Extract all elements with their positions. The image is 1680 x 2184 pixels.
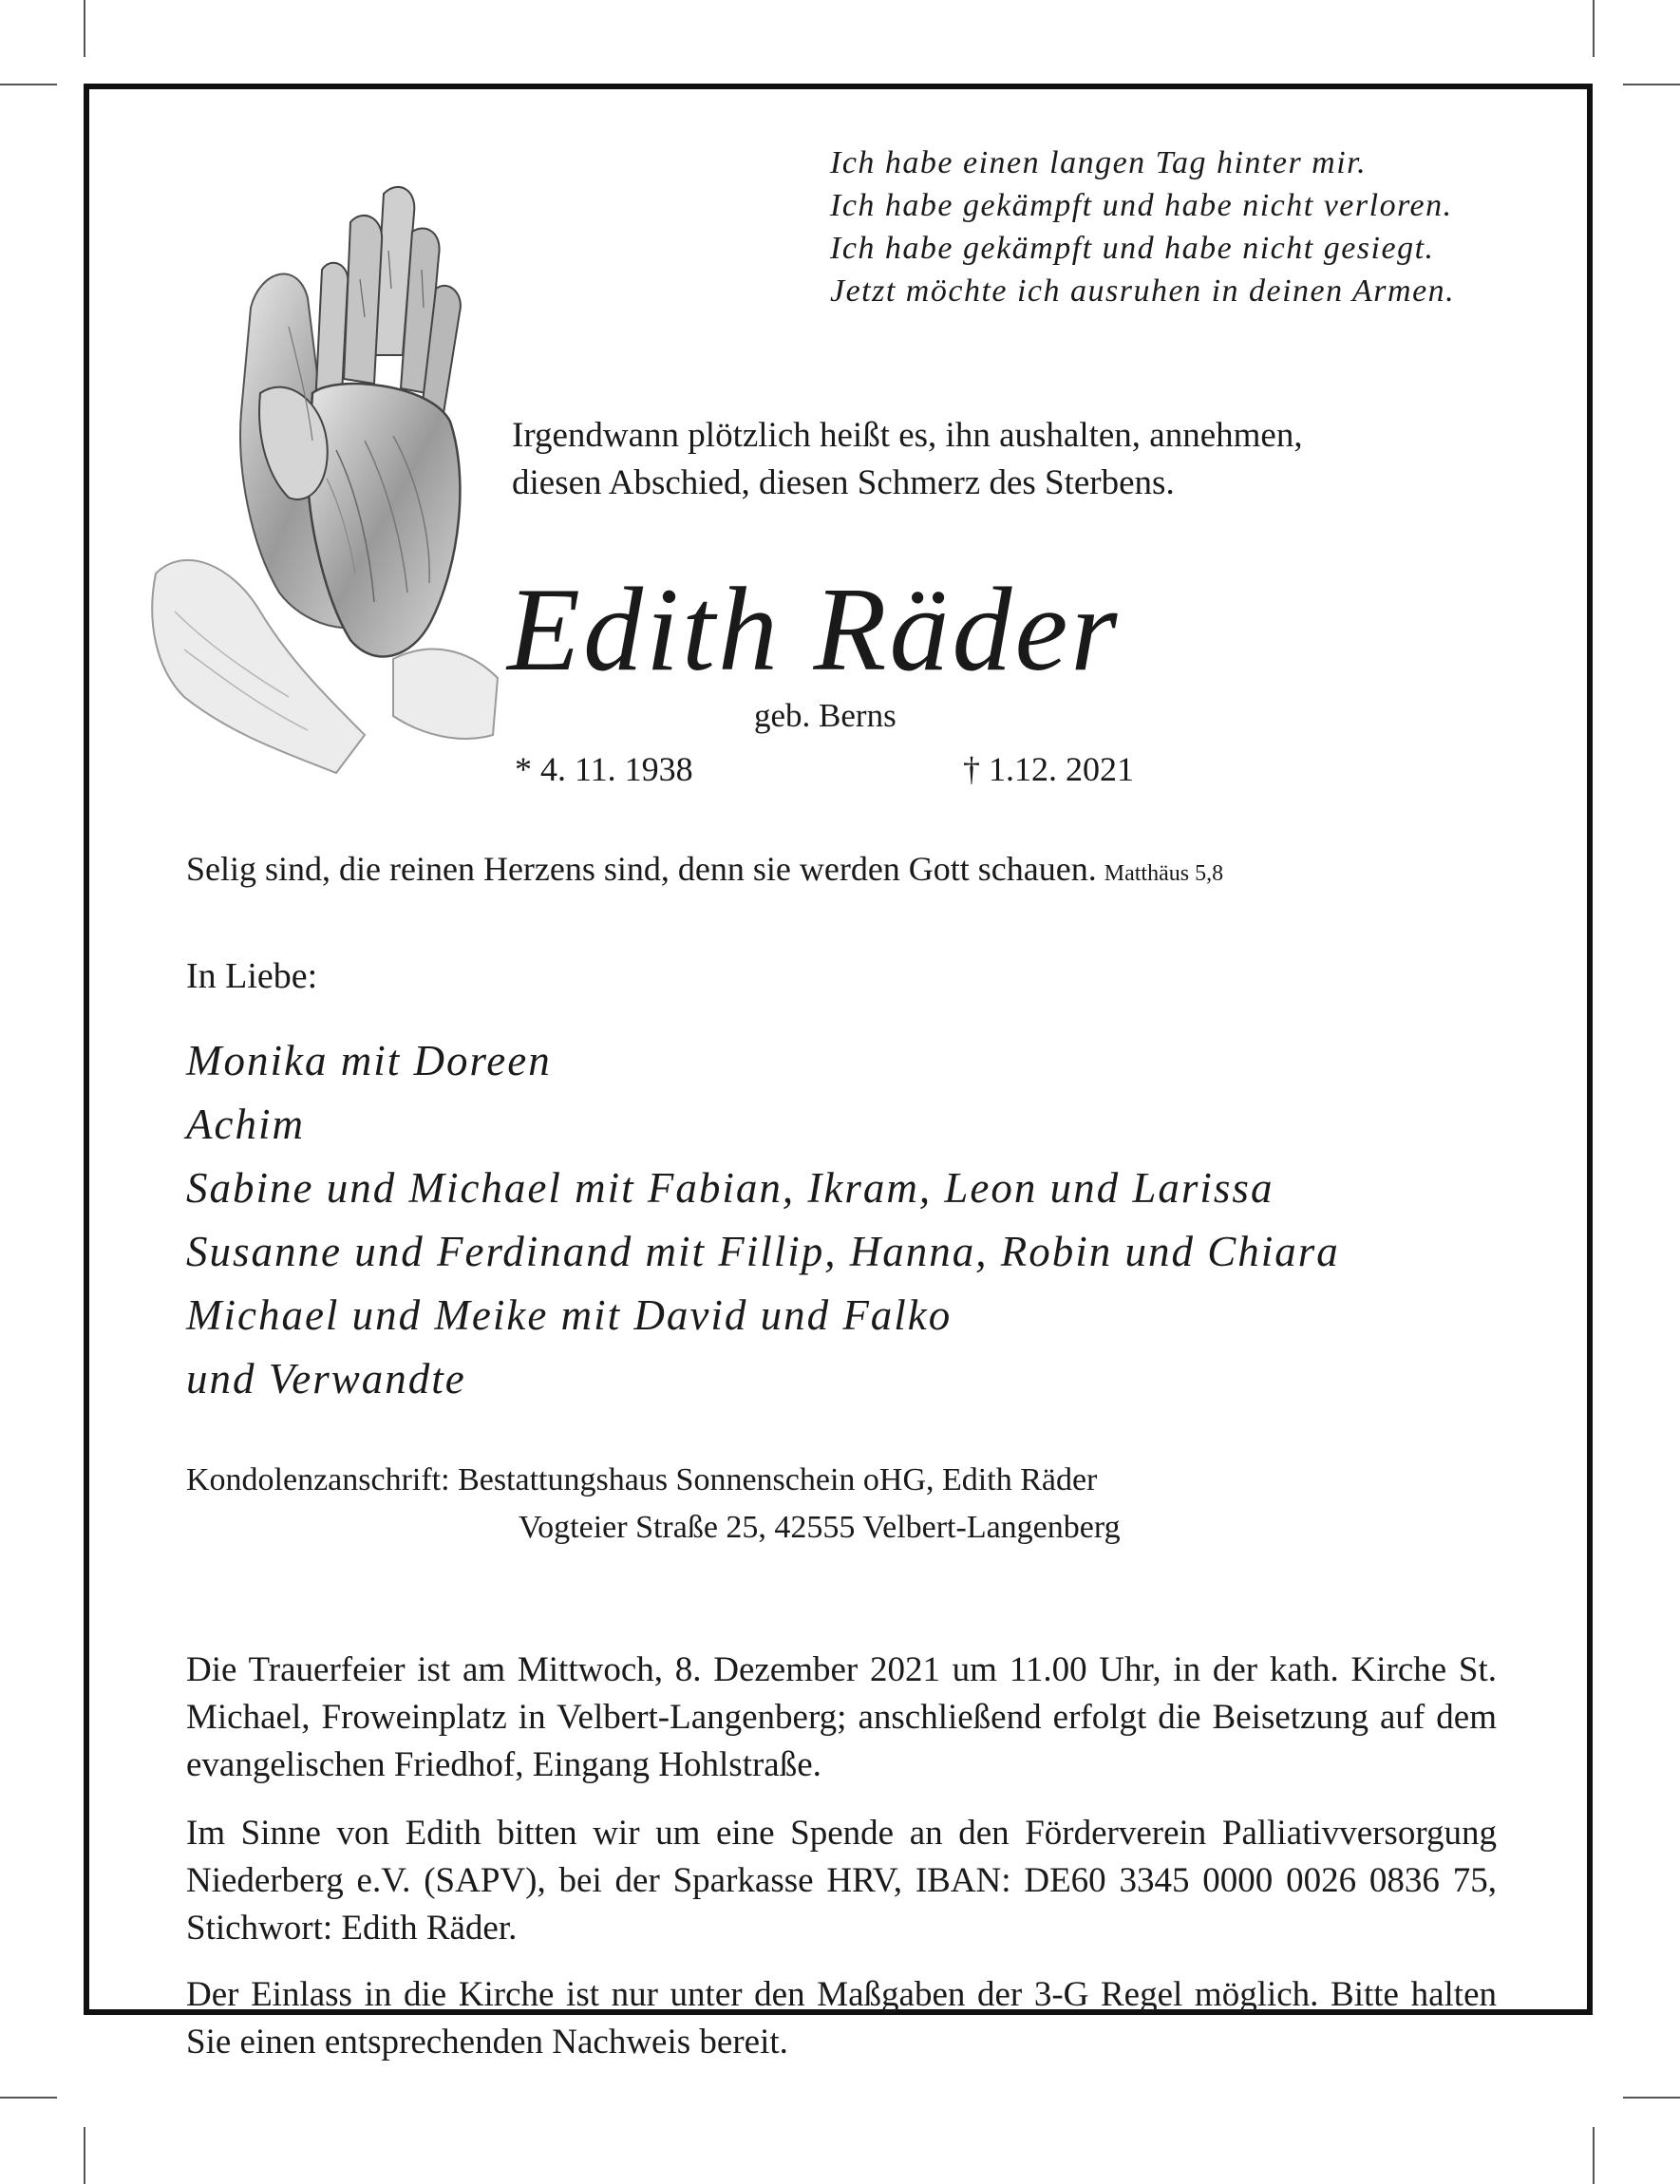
condolence-line: Vogteier Straße 25, 42555 Velbert-Langenberg [519,1510,1121,1545]
maiden-name: geb. Berns [754,697,897,734]
death-date: † 1.12. 2021 [963,750,1134,788]
family-line: Achim [186,1101,305,1148]
crop-mark [84,0,85,57]
poem-line: Ich habe einen langen Tag hinter mir. [830,145,1368,180]
poem-line: Ich habe gekämpft und habe nicht gesiegt. [830,231,1435,266]
verse-text: Selig sind, die reinen Herzens sind, denn sie werden Gott schauen. [186,850,1097,888]
bible-verse [186,849,1223,889]
family-line: und Verwandte [186,1355,466,1403]
crop-mark [1593,0,1595,57]
crop-mark [0,84,57,85]
in-love-label: In Liebe: [186,956,318,996]
condolence-address [186,1457,1121,1552]
birth-date: * 4. 11. 1938 [515,750,693,788]
praying-hands-icon [146,165,517,782]
crop-mark [84,2127,85,2184]
poem-line: Ich habe gekämpft und habe nicht verloren. [830,188,1453,223]
crop-mark [1593,2127,1595,2184]
intro-line: diesen Abschied, diesen Schmerz des Sterbens. [512,463,1175,502]
condolence-line: Kondolenzanschrift: Bestattungshaus Sonnenschein oHG, Edith Räder [186,1462,1098,1497]
family-line: Monika mit Doreen [186,1037,552,1084]
entry-rules-paragraph: Der Einlass in die Kirche ist nur unter den Maßgaben der 3-G Regel möglich. Bitte halten Sie einen entsprechenden Nachweis bereit. [186,1975,1497,2062]
family-line: Sabine und Michael mit Fabian, Ikram, Leon und Larissa [186,1164,1274,1212]
intro-line: Irgendwann plötzlich heißt es, ihn aushalten, annehmen, [512,416,1303,455]
intro-text [512,412,1303,507]
family-list [186,1029,1340,1411]
verse-reference: Matthäus 5,8 [1104,861,1224,886]
poem [830,141,1455,312]
deceased-name: Edith Räder [507,564,1121,696]
poem-line: Jetzt möchte ich ausruhen in deinen Armen. [830,273,1456,309]
crop-mark [0,2097,57,2099]
family-line: Susanne und Ferdinand mit Fillip, Hanna, Robin und Chiara [186,1228,1340,1275]
crop-mark [1623,2097,1680,2099]
obituary-frame [84,84,1593,2062]
family-line: Michael und Meike mit David und Falko [186,1291,953,1339]
funeral-info-paragraph: Die Trauerfeier ist am Mittwoch, 8. Dezember 2021 um 11.00 Uhr, in der kath. Kirche St. Michael, Froweinplatz in Velbert-Langenberg; anschließend erfolgt die Beisetzung auf dem evangelischen Friedhof, Eingang Hohlstraße. [186,1650,1497,1784]
donation-paragraph: Im Sinne von Edith bitten wir um eine Spende an den Förderverein Palliativversorgung Niederberg e.V. (SAPV), bei der Sparkasse HRV, IBAN: DE60 3345 0000 0026 0836 75, Stichwort: Edith Räder. [186,1814,1497,1948]
crop-mark [1623,84,1680,85]
